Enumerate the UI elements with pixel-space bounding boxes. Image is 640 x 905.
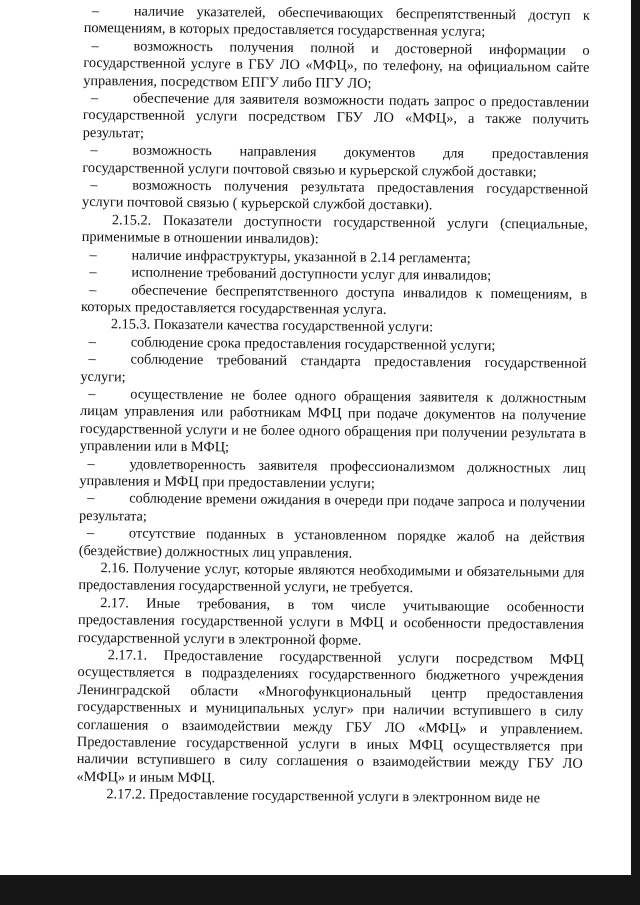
item-text: удовлетворенность заявителя профессионализмом должностных лиц управления и МФЦ при предоставлении услуги; (79, 456, 586, 492)
list-item (84, 3, 590, 43)
subsection-paragraph: 2.15.2. Показатели доступности государственной услуги (специальные, применимые в отношении инвалидов): (81, 212, 588, 248)
item-text: соблюдение времени ожидания в очереди при подаче запроса и получении результата; (79, 490, 586, 525)
scan-border-bottom (0, 875, 640, 905)
dash-marker: – (90, 142, 98, 159)
list-item (79, 525, 585, 565)
item-text: наличие указателей, обеспечивающих беспрепятственный доступ к помещениям, в которых предоставляется государственная услуга; (83, 3, 590, 41)
dash-marker: – (89, 264, 97, 281)
item-text: обеспечение для заявителя возможности подать запрос о предоставлении государственной услуги посредством ГБУ ЛО «МФЦ», а также получить результат; (82, 90, 590, 142)
item-text: соблюдение требований стандарта предоставления государственной услуги; (80, 351, 587, 385)
subsection-paragraph: 2.17.1. Предоставление государственной услуги посредством МФЦ осуществляется в подразделениях государственного бюджетного учреждения Ленинградской области «Многофункциональный центр предоставления государственных и муниципальных услуг» при наличии вступившего в силу соглашения о взаимодействии между ГБУ ЛО «МФЦ» и управлением. Предоставление государственной услуги в иных МФЦ осуществляется при наличии вступившего в силу соглашения о взаимодействии между ГБУ ЛО «МФЦ» и иным МФЦ. (76, 647, 584, 787)
list-item (82, 142, 588, 182)
dash-marker: – (88, 385, 96, 403)
item-text: отсутствие поданных в установленном порядке жалоб на действия (бездействие) должностных лиц управления. (78, 525, 585, 562)
list-item (79, 456, 585, 496)
list-item (82, 177, 588, 217)
scan-border-right (631, 0, 640, 905)
list-item (80, 351, 586, 391)
dash-marker: – (90, 177, 98, 194)
dash-marker: – (91, 37, 99, 54)
subsection-paragraph: 2.17.2. Предоставление государственной услуги в электронном виде не (106, 786, 541, 807)
list-item (80, 386, 587, 460)
item-text: наличие инфраструктуры, указанной в 2.14 регламента; (131, 247, 471, 267)
item-text: исполнение требований доступности услуг для инвалидов; (131, 264, 492, 285)
list-item (83, 38, 589, 95)
dash-marker: – (91, 3, 100, 20)
list-item (83, 90, 589, 147)
dash-marker: – (86, 525, 95, 542)
list-item (81, 281, 587, 321)
dash-marker: – (89, 246, 97, 263)
dash-marker: – (91, 90, 99, 107)
item-text: обеспечение беспрепятственного доступа инвалидов к помещениям, в которых предоставляется государственная услуга. (81, 281, 588, 318)
dash-marker: – (88, 351, 96, 368)
dash-marker: – (87, 490, 95, 507)
item-text: осуществление не более одного обращения заявителя к должностным лицам управления или работникам МФЦ при подаче документов на получение государственной услуги и не более одного обращения при получении результата в управлении или в МФЦ; (79, 386, 587, 456)
section-paragraph: 2.17. Иные требования, в том числе учитывающие особенности предоставления государственной услуги в МФЦ и особенности предоставления государственной услуги в электронной форме. (77, 594, 585, 649)
item-text: возможность направления документов для предоставления государственной услуги почтовой связью и курьерской службой доставки; (82, 142, 589, 181)
item-text: соблюдение срока предоставления государственной услуги; (130, 334, 496, 354)
item-text: возможность получения результата предоставления государственной услуги почтовой связью ( курьерской службой доставки). (82, 177, 589, 214)
subsection-paragraph: 2.15.3. Показатели качества государственной услуги: (110, 316, 434, 336)
list-item (79, 490, 585, 530)
dash-marker: – (87, 455, 95, 472)
dash-marker: – (88, 333, 96, 350)
section-paragraph: 2.16. Получение услуг, которые являются необходимыми и обязательными для предоставления государственной услуги, не требуется. (78, 560, 585, 597)
dash-marker: – (89, 281, 97, 298)
document-body (76, 3, 590, 809)
item-text: возможность получения полной и достоверной информации о государственной услуге в ГБУ ЛО «МФЦ», по телефону, на официальном сайте управления, посредством ЕПГУ либо ПГУ ЛО; (83, 38, 590, 92)
